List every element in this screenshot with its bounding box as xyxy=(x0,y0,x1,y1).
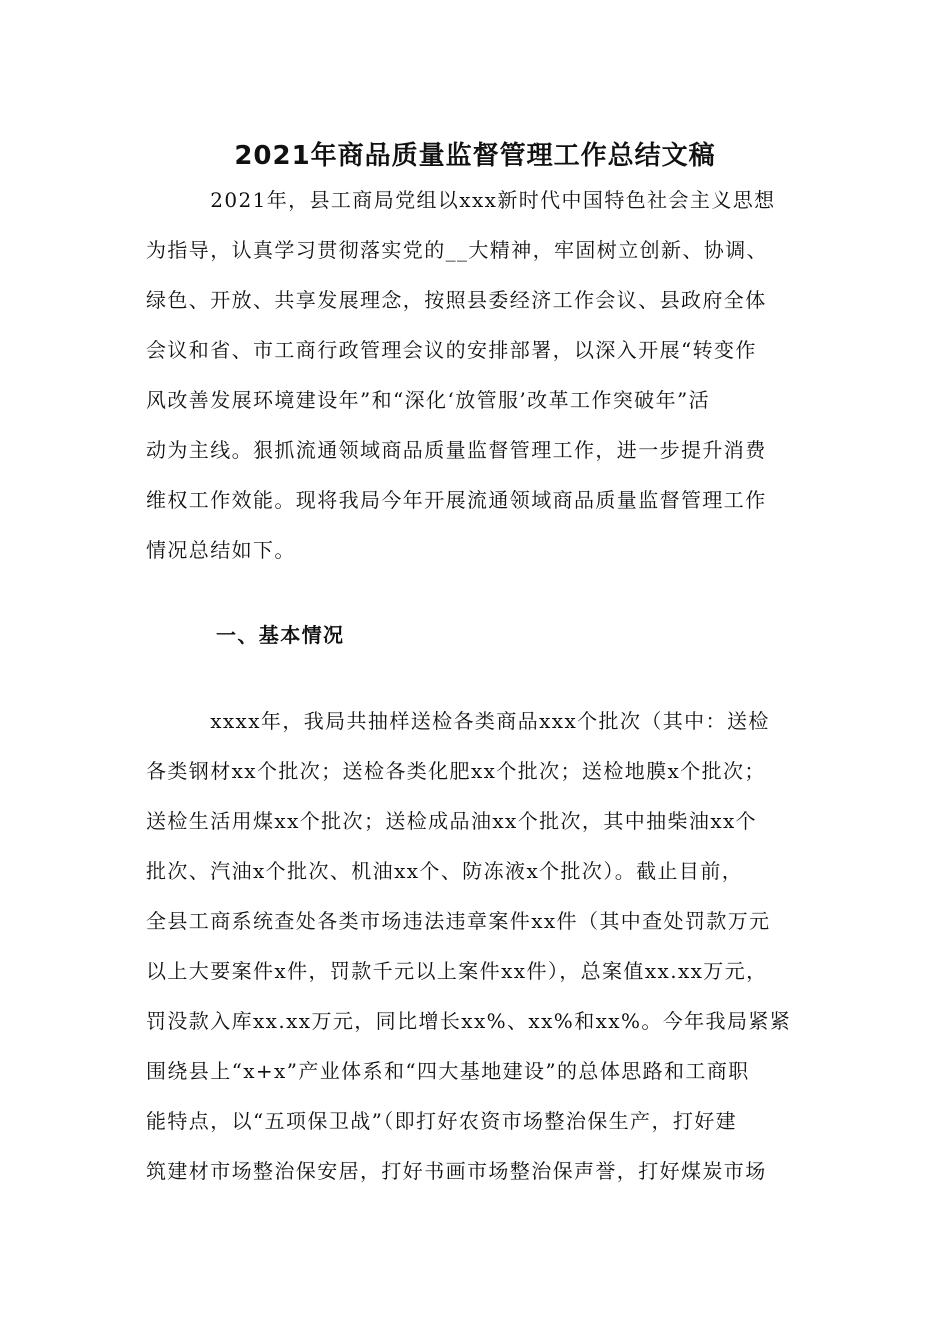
intro-paragraph xyxy=(146,175,836,575)
text-line: xxxx年，我局共抽样送检各类商品xxx个批次（其中：送检 xyxy=(146,709,770,733)
text-line: 罚没款入库xx.xx万元，同比增长xx%、xx%和xx%。今年我局紧紧 xyxy=(146,1009,792,1033)
document-title: 2021年商品质量监督管理工作总结文稿 xyxy=(234,141,716,171)
section-paragraph xyxy=(146,696,836,1196)
text-line: 全县工商系统查处各类市场违法违章案件xx件（其中查处罚款万元 xyxy=(146,909,771,933)
text-line: 为指导，认真学习贯彻落实党的__大精神，牢固树立创新、协调、 xyxy=(146,238,768,262)
text-line: 送检生活用煤xx个批次；送检成品油xx个批次，其中抽柴油xx个 xyxy=(146,809,758,833)
text-line: 动为主线。狠抓流通领域商品质量监督管理工作，进一步提升消费 xyxy=(146,438,767,462)
text-line: 绿色、开放、共享发展理念，按照县委经济工作会议、县政府全体 xyxy=(146,288,767,312)
text-line: 各类钢材xx个批次；送检各类化肥xx个批次；送检地膜x个批次； xyxy=(146,759,766,783)
text-line: 以上大要案件x件，罚款千元以上案件xx件），总案值xx.xx万元， xyxy=(146,959,768,983)
text-line: 筑建材市场整治保安居，打好书画市场整治保声誉，打好煤炭市场 xyxy=(146,1159,767,1183)
text-line: 会议和省、市工商行政管理会议的安排部署，以深入开展“转变作 xyxy=(146,338,757,362)
text-line: 风改善发展环境建设年”和“深化‘放管服’改革工作突破年”活 xyxy=(146,388,710,412)
text-line: 能特点，以“五项保卫战”（即打好农资市场整治保生产，打好建 xyxy=(146,1109,738,1133)
text-line: 维权工作效能。现将我局今年开展流通领域商品质量监督管理工作 xyxy=(146,488,767,512)
text-line: 批次、汽油x个批次、机油xx个、防冻液x个批次）。截止目前， xyxy=(146,859,744,883)
section-heading: 一、基本情况 xyxy=(216,623,345,647)
text-line: 情况总结如下。 xyxy=(146,538,296,562)
text-line: 围绕县上“x+x”产业体系和“四大基地建设”的总体思路和工商职 xyxy=(146,1059,750,1083)
text-line: 2021年，县工商局党组以xxx新时代中国特色社会主义思想 xyxy=(146,188,776,212)
